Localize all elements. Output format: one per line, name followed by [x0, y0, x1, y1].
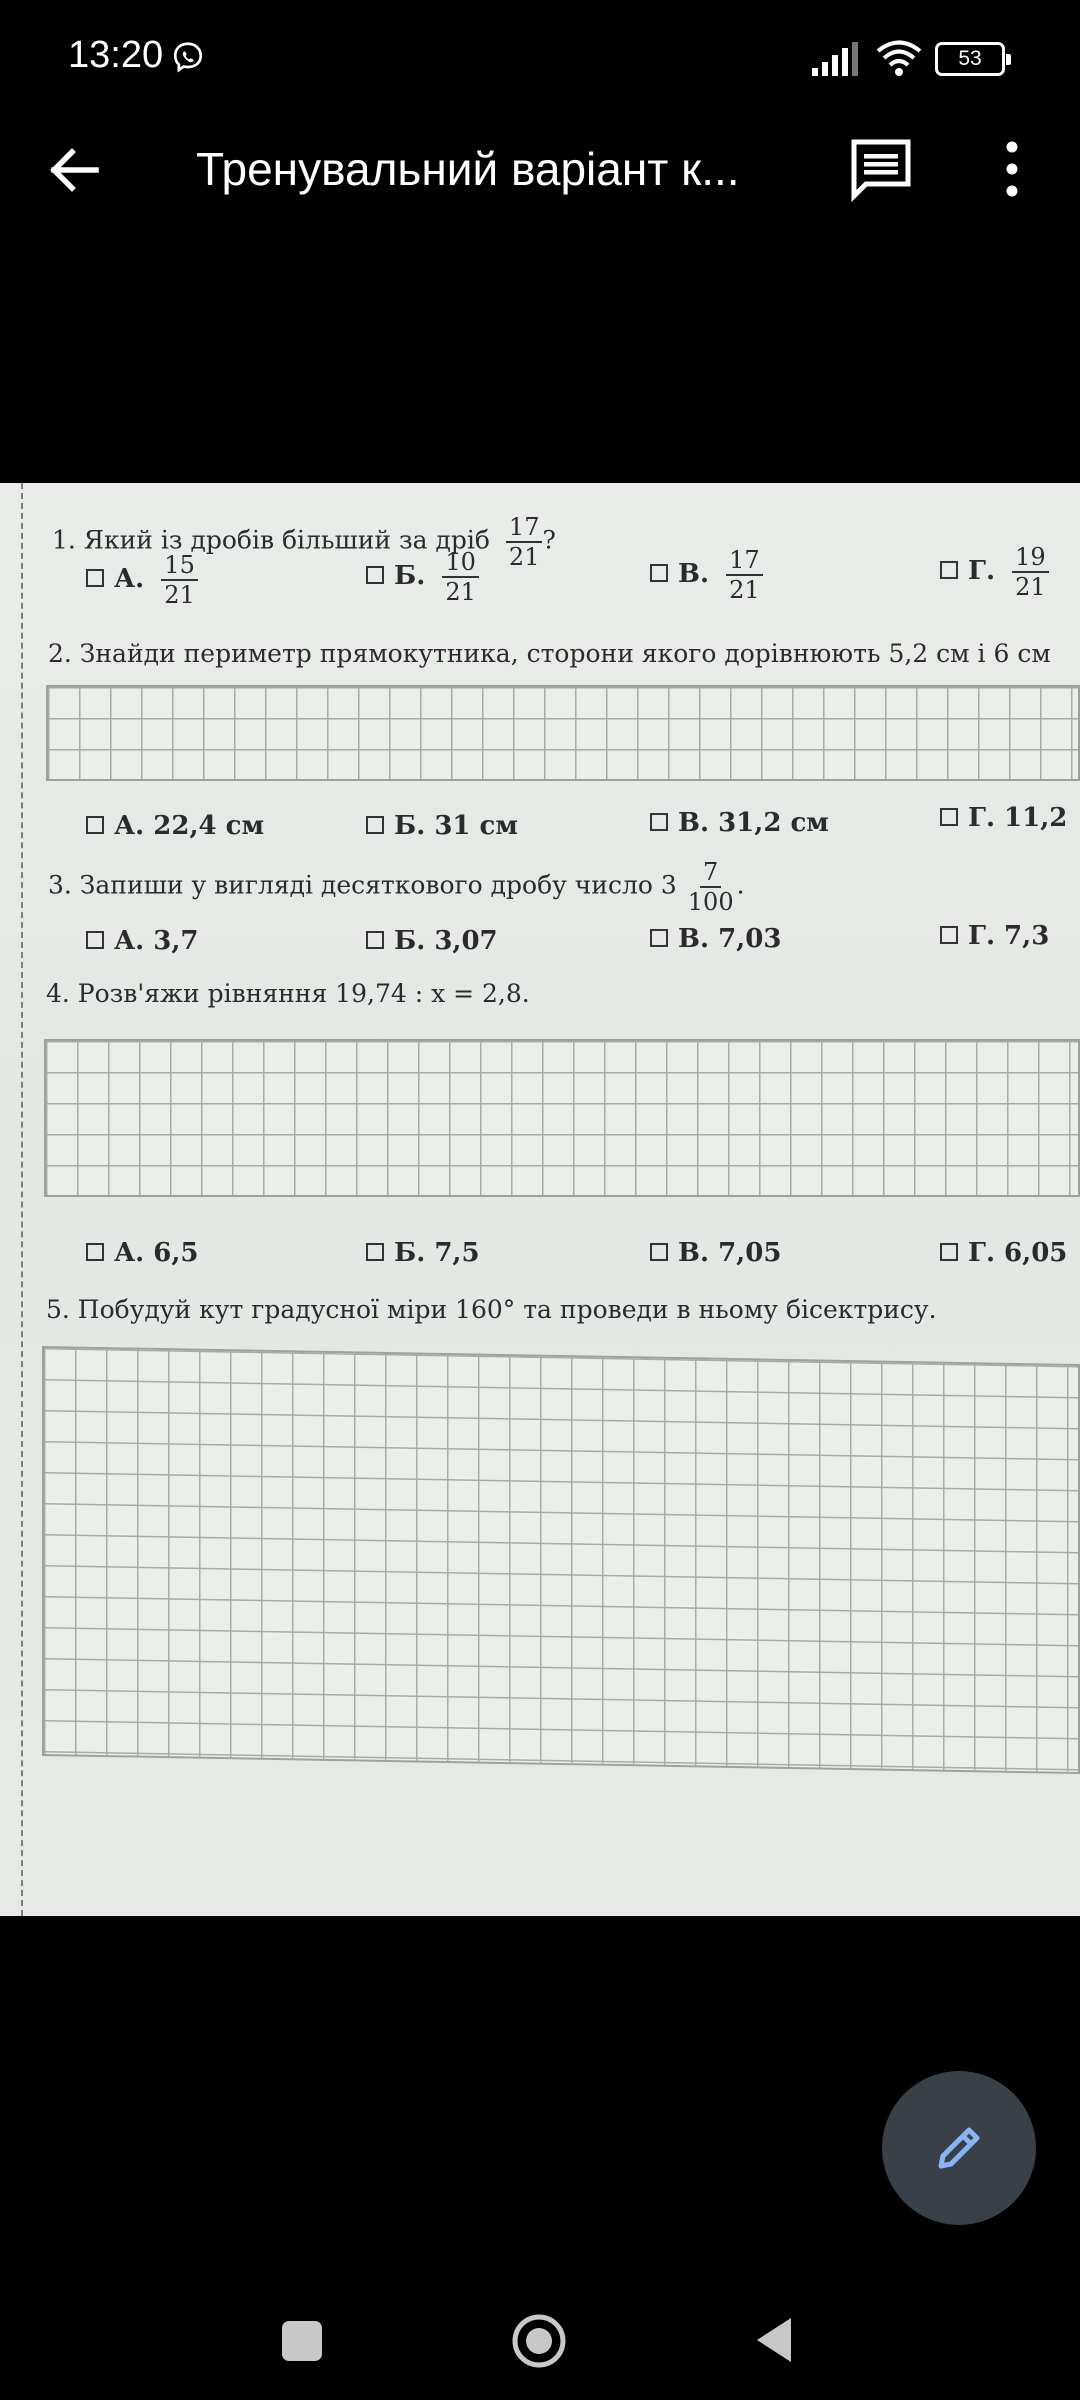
pencil-icon [931, 2120, 987, 2176]
option-label: В. 31,2 см [678, 808, 829, 838]
checkbox-icon[interactable] [650, 564, 668, 582]
question-1-option-c[interactable] [650, 546, 763, 604]
question-5-text: 5. Побудуй кут градусної міри 160° та проведи в ньому бісектрису. [46, 1295, 937, 1324]
option-fraction [442, 548, 479, 606]
checkbox-icon[interactable] [86, 816, 104, 834]
edit-button[interactable] [882, 2071, 1036, 2225]
comment-icon[interactable] [848, 136, 914, 202]
checkbox-icon[interactable] [366, 816, 384, 834]
fraction-denominator: 21 [164, 581, 195, 609]
option-letter: В. [678, 559, 710, 589]
question-1-option-a[interactable] [86, 551, 198, 609]
question-2-option-b[interactable] [366, 811, 518, 841]
answer-grid-5 [42, 1346, 1080, 1774]
question-4-text: 4. Розв'яжи рівняння 19,74 : x = 2,8. [46, 979, 530, 1008]
margin-line [21, 483, 23, 1916]
arrow-left-icon[interactable] [40, 136, 108, 204]
option-label: Б. 7,5 [394, 1238, 480, 1268]
home-icon[interactable] [510, 2312, 568, 2370]
checkbox-icon[interactable] [940, 1243, 958, 1261]
status-bar [0, 0, 1080, 120]
question-4-option-a[interactable] [86, 1238, 199, 1268]
fraction-numerator: 10 [442, 548, 479, 578]
option-label: Г. 11,2 [968, 803, 1068, 833]
option-fraction [161, 551, 198, 609]
option-letter: Б. [394, 561, 426, 591]
fraction-numerator: 19 [1012, 543, 1049, 573]
fraction-numerator: 7 [700, 858, 721, 888]
fraction-denominator: 21 [508, 543, 540, 571]
checkbox-icon[interactable] [86, 931, 104, 949]
question-3-option-a[interactable] [86, 926, 199, 956]
option-fraction [1012, 543, 1049, 601]
option-label: Б. 31 см [394, 811, 518, 841]
checkbox-icon[interactable] [940, 561, 958, 579]
document-image[interactable] [0, 483, 1080, 1916]
option-label: А. 3,7 [114, 926, 199, 956]
question-3-fraction [685, 858, 737, 916]
checkbox-icon[interactable] [650, 929, 668, 947]
more-vert-icon[interactable] [990, 136, 1034, 202]
fraction-denominator: 21 [729, 576, 760, 604]
fraction-numerator: 15 [161, 551, 198, 581]
option-label: А. 22,4 см [114, 811, 265, 841]
option-fraction [726, 546, 763, 604]
checkbox-icon[interactable] [86, 1243, 104, 1261]
question-1-option-b[interactable] [366, 548, 479, 606]
battery-icon [935, 42, 1005, 76]
fraction-denominator: 100 [687, 888, 734, 916]
answer-grid-2 [46, 685, 1080, 781]
question-2-option-a[interactable] [86, 811, 264, 841]
checkbox-icon[interactable] [650, 813, 668, 831]
wifi-icon [876, 38, 922, 78]
question-1-option-d[interactable] [940, 543, 1049, 601]
checkbox-icon[interactable] [366, 1243, 384, 1261]
battery-level: 53 [958, 47, 982, 70]
back-triangle-icon[interactable] [753, 2314, 795, 2366]
question-4-option-d[interactable] [940, 1238, 1067, 1268]
checkbox-icon[interactable] [940, 926, 958, 944]
fraction-numerator: 17 [506, 513, 543, 543]
question-3 [48, 858, 745, 916]
question-1-suffix: ? [542, 525, 556, 555]
answer-grid-4 [44, 1039, 1080, 1197]
checkbox-icon[interactable] [86, 569, 104, 587]
question-3-text: 3. Запиши у вигляді десяткового дробу число [48, 870, 653, 900]
question-3-suffix: . [736, 870, 745, 900]
option-label: Б. 3,07 [394, 926, 498, 956]
question-4-option-b[interactable] [366, 1238, 480, 1268]
question-3-option-d[interactable] [940, 921, 1049, 951]
fraction-denominator: 21 [445, 578, 476, 606]
option-label: Г. 7,3 [968, 921, 1050, 951]
question-2-text: 2. Знайди периметр прямокутника, сторони якого дорівнюють 5,2 см і 6 см [48, 639, 1051, 668]
app-bar [0, 120, 1080, 220]
option-letter: Г. [968, 556, 996, 586]
mixed-number-whole: 3 [660, 870, 677, 900]
question-4-option-c[interactable] [650, 1238, 781, 1268]
status-time: 13:20 [68, 34, 164, 76]
question-1-fraction [506, 513, 543, 571]
option-label: А. 6,5 [114, 1238, 199, 1268]
question-3-option-c[interactable] [650, 924, 781, 954]
question-2-option-c[interactable] [650, 808, 829, 838]
page-title: Тренувальний варіант к... [196, 143, 740, 195]
checkbox-icon[interactable] [650, 1243, 668, 1261]
question-1-text: 1. Який із дробів більший за дріб [52, 525, 490, 555]
fraction-denominator: 21 [1015, 573, 1046, 601]
option-label: В. 7,05 [678, 1238, 782, 1268]
checkbox-icon[interactable] [366, 931, 384, 949]
navigation-bar [0, 2290, 1080, 2400]
fraction-numerator: 17 [726, 546, 763, 576]
question-3-option-b[interactable] [366, 926, 498, 956]
recents-icon[interactable] [282, 2321, 322, 2361]
checkbox-icon[interactable] [366, 566, 384, 584]
signal-icon [812, 42, 860, 76]
viber-icon [170, 40, 206, 76]
option-label: В. 7,03 [678, 924, 782, 954]
option-letter: А. [114, 564, 145, 594]
checkbox-icon[interactable] [940, 808, 958, 826]
option-label: Г. 6,05 [968, 1238, 1068, 1268]
question-2-option-d[interactable] [940, 803, 1067, 833]
